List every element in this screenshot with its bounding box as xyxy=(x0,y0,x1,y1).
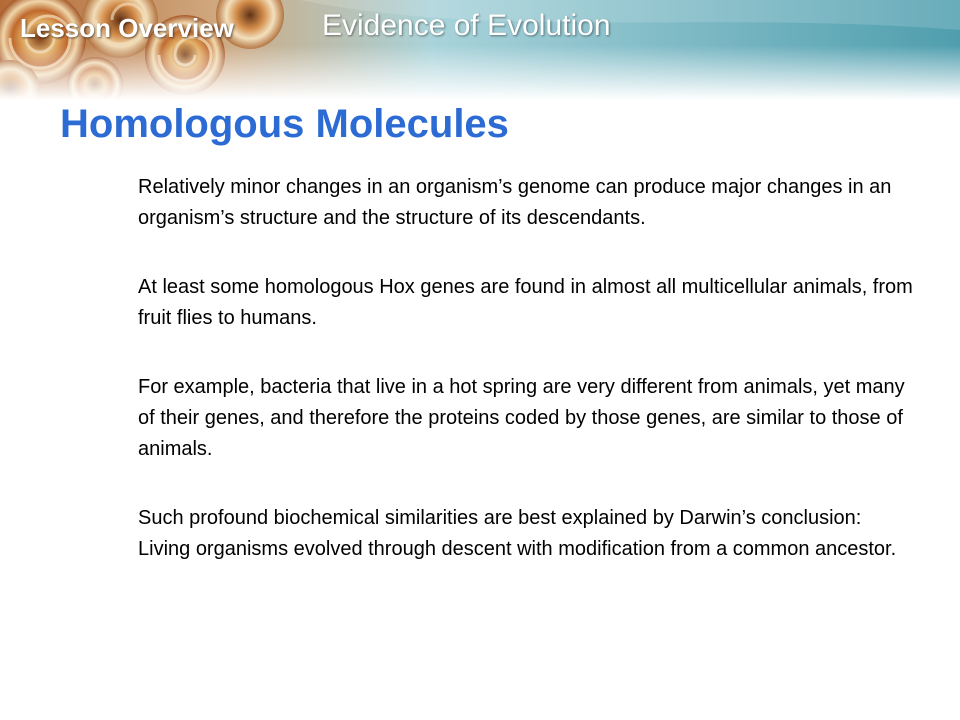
slide-body xyxy=(138,172,918,603)
paragraph: Such profound biochemical similarities are best explained by Darwin’s conclusion: Living organisms evolved through descent with modification from a common ancestor. xyxy=(138,507,897,560)
paragraph: At least some homologous Hox genes are found in almost all multicellular animals, from fruit flies to humans. xyxy=(138,276,913,329)
paragraph: Relatively minor changes in an organism’s genome can produce major changes in an organism’s structure and the structure of its descendants. xyxy=(138,176,892,229)
header-banner xyxy=(0,0,960,100)
slide-title: Homologous Molecules xyxy=(60,102,509,146)
banner-topic: Evidence of Evolution xyxy=(322,9,611,42)
paragraph: For example, bacteria that live in a hot spring are very different from animals, yet many of their genes, and therefore the proteins coded by those genes, are similar to those of animals. xyxy=(138,376,905,460)
lesson-overview-label: Lesson Overview xyxy=(20,13,234,43)
